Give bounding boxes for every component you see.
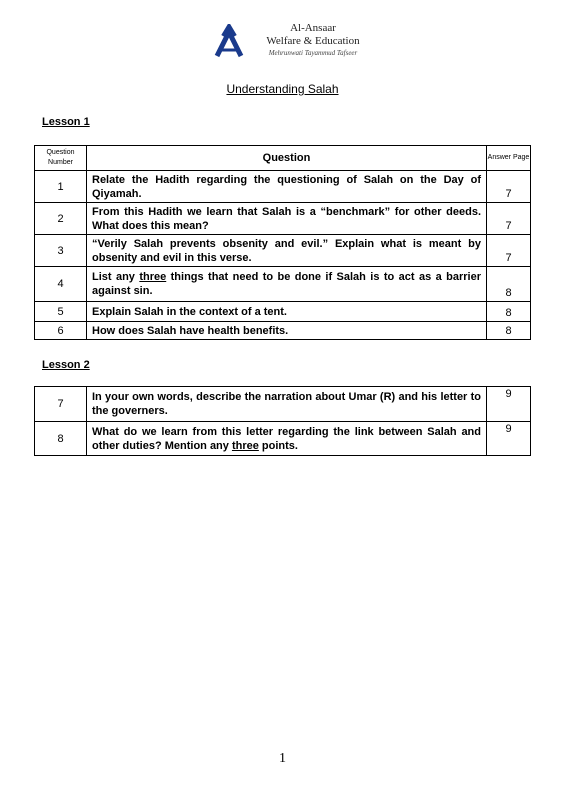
answer-page: 9 xyxy=(487,387,531,422)
lesson-2-table xyxy=(34,386,531,456)
table-row xyxy=(35,267,531,302)
question-text-part: List any xyxy=(92,271,140,283)
question-number: 8 xyxy=(35,422,87,456)
question-text: From this Hadith we learn that Salah is a “benchmark” for other deeds. What does this mean? xyxy=(87,203,487,235)
question-text xyxy=(87,422,487,456)
page-title: Understanding Salah xyxy=(226,82,339,96)
org-name-line1: Al-Ansaar xyxy=(290,22,336,34)
col-header-page: Answer Page xyxy=(487,146,531,171)
question-number: 7 xyxy=(35,387,87,422)
question-number: 1 xyxy=(35,171,87,203)
table-header-row xyxy=(35,146,531,171)
col-header-question: Question xyxy=(87,146,487,171)
question-number: 4 xyxy=(35,267,87,302)
logo-text xyxy=(263,22,363,58)
answer-page: 8 xyxy=(487,302,531,322)
answer-page: 7 xyxy=(487,235,531,267)
question-text-part: What do we learn from this letter regarding the link between Salah and other duties? Mention any xyxy=(92,425,481,452)
answer-page: 8 xyxy=(487,267,531,302)
table-row xyxy=(35,302,531,322)
question-text: “Verily Salah prevents obsenity and evil.” Explain what is meant by obsenity and evil in this verse. xyxy=(87,235,487,267)
answer-page: 9 xyxy=(487,422,531,456)
question-text: Relate the Hadith regarding the questioning of Salah on the Day of Qiyamah. xyxy=(87,171,487,203)
col-header-number: Question Number xyxy=(35,146,87,171)
table-row xyxy=(35,171,531,203)
table-row xyxy=(35,387,531,422)
lesson-2-heading: Lesson 2 xyxy=(42,359,90,371)
org-logo xyxy=(213,22,373,72)
page-number: 1 xyxy=(279,751,286,766)
underlined-word: three xyxy=(231,439,259,452)
question-number: 6 xyxy=(35,322,87,340)
question-number: 3 xyxy=(35,235,87,267)
lesson-1-heading: Lesson 1 xyxy=(42,116,90,128)
underlined-word: three xyxy=(139,271,167,283)
table-row xyxy=(35,422,531,456)
org-tagline: Mehrunwati Tayammud Tafseer xyxy=(268,49,358,57)
logo-emblem-icon xyxy=(213,24,245,58)
question-text: In your own words, describe the narration about Umar (R) and his letter to the governers. xyxy=(87,387,487,422)
question-text: Explain Salah in the context of a tent. xyxy=(87,302,487,322)
answer-page: 7 xyxy=(487,171,531,203)
question-text xyxy=(87,267,487,302)
lesson-1-table xyxy=(34,145,531,340)
question-number: 2 xyxy=(35,203,87,235)
question-text-part: points. xyxy=(258,439,298,452)
question-number: 5 xyxy=(35,302,87,322)
table-row xyxy=(35,235,531,267)
question-text-part: things that need to be done if Salah is to act as a barrier against sin. xyxy=(92,271,481,297)
answer-page: 8 xyxy=(487,322,531,340)
table-row xyxy=(35,322,531,340)
question-text: How does Salah have health benefits. xyxy=(87,322,487,340)
org-name-line2: Welfare & Education xyxy=(266,35,360,47)
table-row xyxy=(35,203,531,235)
answer-page: 7 xyxy=(487,203,531,235)
